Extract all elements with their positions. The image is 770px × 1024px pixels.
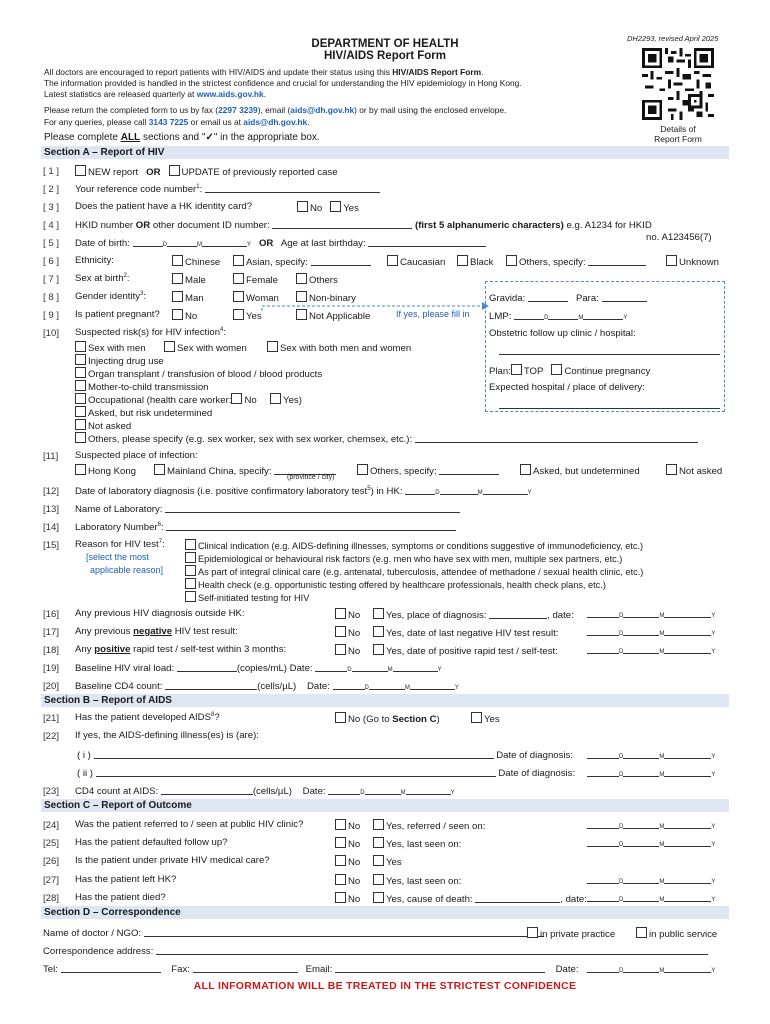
lab-diag-day[interactable] — [405, 485, 435, 495]
illness-2-field[interactable] — [96, 767, 496, 777]
public-service-checkbox[interactable]: in public service — [636, 927, 717, 940]
q7-label: Sex at birth$^2$: — [75, 273, 130, 285]
expected-hospital-field[interactable] — [499, 408, 720, 409]
department-title: DEPARTMENT OF HEALTH — [311, 38, 459, 50]
reference-code-field[interactable] — [205, 183, 380, 193]
section-c-title: Section C – Report of Outcome — [41, 799, 729, 812]
private-practice-checkbox[interactable]: in private practice — [527, 927, 615, 940]
complete-instructions: Please complete ALL sections and "✓" in the appropriate box. — [44, 132, 320, 143]
q4-number: [ 4 ] — [43, 220, 59, 231]
q26-label: Is the patient under private HIV medical care? — [75, 855, 270, 866]
q25-label: Has the patient defaulted follow up? — [75, 837, 228, 848]
lab-diag-year[interactable] — [483, 485, 528, 495]
q10-label: Suspected risk(s) for HIV infection$^4$: — [75, 327, 227, 339]
left-hk-date[interactable]: D M Y — [587, 874, 715, 886]
prev-diag-yes[interactable]: Yes, place of diagnosis: , date: — [373, 608, 574, 621]
q23-number: [23] — [43, 786, 60, 797]
q11-number: [11] — [43, 451, 59, 462]
lmp-year[interactable] — [583, 310, 623, 320]
q16-label: Any previous HIV diagnosis outside HK: — [75, 608, 245, 619]
plan-continue[interactable] — [551, 364, 562, 375]
q24-label: Was the patient referred to / seen at public HIV clinic? — [75, 819, 304, 830]
confidentiality-footer: ALL INFORMATION WILL BE TREATED IN THE STRICTEST CONFIDENCE — [193, 980, 577, 992]
sex-male[interactable]: Male — [172, 273, 206, 286]
q27-label: Has the patient left HK? — [75, 874, 177, 885]
province-hint: (province / city) — [287, 474, 335, 481]
hkid-no-checkbox[interactable] — [297, 201, 308, 212]
new-report-checkbox[interactable] — [75, 165, 86, 176]
dob-day[interactable] — [133, 237, 163, 247]
contact-row: Tel: Fax: Email: Date: — [43, 964, 579, 975]
gravida-field[interactable] — [528, 292, 568, 302]
section-b-title: Section B – Report of AIDS — [41, 694, 729, 707]
lmp-row: LMP: D M Y — [489, 311, 628, 322]
place-others[interactable]: Others, specify: — [357, 464, 499, 477]
reason-epidemiological[interactable]: Epidemiological or behavioural risk factors (e.g. men who have sex with men, multiple sex partners, etc.) — [185, 552, 622, 564]
lab-number-field[interactable] — [166, 521, 456, 531]
risk-sex-men[interactable]: Sex with men — [75, 341, 146, 354]
expected-hospital-label: Expected hospital / place of delivery: — [489, 382, 645, 393]
left-hk-no[interactable]: No — [335, 874, 360, 887]
obstetric-clinic-label: Obstetric follow up clinic / hospital: — [489, 328, 636, 339]
hkid-field[interactable] — [272, 219, 412, 229]
risk-not-asked[interactable]: Not asked — [75, 419, 131, 432]
q4-row: HKID number OR other document ID number: (first 5 alphanumeric characters) e.g. A1234 for HKID — [75, 220, 652, 231]
ethnicity-unknown[interactable]: Unknown — [666, 255, 719, 268]
query-email-link[interactable]: aids@dh.gov.hk — [243, 117, 308, 127]
doctor-row: Name of doctor / NGO: — [43, 927, 544, 939]
neg-test-date[interactable]: D M Y — [587, 626, 715, 638]
q15-hint-2: applicable reason] — [90, 565, 164, 575]
q19-row: Baseline HIV viral load: (copies/mL) Date: D M Y — [75, 663, 442, 674]
q21-label: Has the patient developed AIDS$^8$? — [75, 712, 220, 724]
pregnancy-arrow — [260, 300, 490, 312]
illness-1-row: ( i ) Date of diagnosis: — [77, 750, 573, 761]
ethnicity-chinese[interactable]: Chinese — [172, 255, 220, 268]
q18-label: Any positive rapid test / self-test within 3 months: — [75, 644, 287, 655]
died-no[interactable]: No — [335, 892, 360, 905]
q5-number: [ 5 ] — [43, 238, 59, 249]
aids-cd4-field[interactable] — [161, 785, 253, 795]
intro-line-2: The information provided is handled in the strictest confidence and crucial for understanding the HIV epidemiology in Hong Kong. — [44, 78, 522, 88]
ethnicity-asian[interactable]: Asian, specify: — [233, 255, 371, 268]
aids-no[interactable]: No (Go to Section C) — [335, 712, 440, 725]
sex-female[interactable]: Female — [233, 273, 278, 286]
q22-number: [22] — [43, 731, 60, 742]
q6-label: Ethnicity: — [75, 255, 114, 266]
q9-number: [ 9 ] — [43, 310, 59, 321]
referred-yes[interactable]: Yes, referred / seen on: — [373, 819, 485, 832]
q5-row: Date of birth: D M Y OR Age at last birthday: — [75, 237, 486, 249]
intro-line-1: All doctors are encouraged to report patients with HIV/AIDS and update their status using this HIV/AIDS Report Form. — [44, 67, 484, 77]
section-d-title: Section D – Correspondence — [41, 906, 729, 919]
q20-number: [20] — [43, 681, 60, 692]
lab-name-field[interactable] — [165, 503, 460, 513]
illness-2-row: ( ii ) Date of diagnosis: — [77, 768, 576, 779]
q12-row: Date of laboratory diagnosis (i.e. positive confirmatory laboratory test$^5$) in HK: D M Y — [75, 485, 532, 497]
q6-number: [ 6 ] — [43, 256, 59, 267]
q28-label: Has the patient died? — [75, 892, 166, 903]
query-instructions: For any queries, please call 3143 7225 or email us at aids@dh.gov.hk. — [44, 117, 310, 127]
plan-row: Plan: TOP Continue pregnancy — [489, 366, 651, 377]
q14-number: [14] — [43, 522, 60, 533]
referred-no[interactable]: No — [335, 819, 360, 832]
prev-diag-date[interactable]: D M Y — [587, 608, 715, 620]
pregnant-na[interactable]: Not Applicable — [296, 309, 370, 322]
q21-number: [21] — [43, 713, 60, 724]
gender-woman[interactable]: Woman — [233, 291, 279, 304]
died-yes[interactable]: Yes, cause of death: , date: — [373, 892, 587, 905]
neg-test-yes[interactable]: Yes, date of last negative HIV test result: — [373, 626, 558, 639]
reason-clinical-care[interactable]: As part of integral clinical care (e.g. antenatal, tuberculosis, attendee of methadone / sexual health clinic, etc.) — [185, 565, 643, 577]
form-title: HIV/AIDS Report Form — [323, 50, 447, 62]
q8-number: [ 8 ] — [43, 292, 59, 303]
illness-2-date[interactable]: D M Y — [587, 767, 715, 779]
email-link[interactable]: aids@dh.gov.hk — [290, 105, 355, 115]
aids-yes[interactable]: Yes — [471, 712, 500, 725]
q15-label: Reason for HIV test$^7$: — [75, 539, 165, 551]
lmp-month[interactable] — [548, 310, 578, 320]
aids-website-link[interactable]: www.aids.gov.hk — [196, 89, 264, 99]
address-row: Correspondence address: — [43, 945, 708, 957]
q2-row: Your reference code number$^1$: — [75, 183, 380, 195]
ethnicity-others[interactable]: Others, specify: — [506, 255, 646, 268]
sex-others[interactable]: Others — [296, 273, 338, 286]
illness-1-date[interactable]: D M Y — [587, 749, 715, 761]
qr-code[interactable] — [642, 48, 714, 120]
occupational-no[interactable] — [231, 393, 242, 404]
ethnicity-black[interactable]: Black — [457, 255, 493, 268]
q22-label: If yes, the AIDS-defining illness(es) is (are): — [75, 730, 259, 741]
q3-number: [ 3 ] — [43, 202, 59, 213]
q11-label: Suspected place of infection: — [75, 450, 198, 461]
illness-1-field[interactable] — [94, 749, 494, 759]
q27-number: [27] — [43, 875, 60, 886]
reason-self-initiated[interactable]: Self-initiated testing for HIV — [185, 591, 309, 603]
pregnancy-hint: If yes, please fill in — [396, 309, 470, 319]
risk-mother-to-child[interactable]: Mother-to-child transmission — [75, 380, 209, 393]
doctor-name-field[interactable] — [144, 927, 544, 937]
update-report-checkbox[interactable] — [169, 165, 180, 176]
risk-sex-women[interactable]: Sex with women — [164, 341, 247, 354]
para-field[interactable] — [602, 292, 647, 302]
address-field[interactable] — [156, 945, 708, 955]
q10-number: [10] — [43, 328, 60, 339]
q1-row: NEW report OR UPDATE of previously reported case — [75, 165, 338, 178]
q20-row: Baseline CD4 count: (cells/µL) Date: D M Y — [75, 681, 459, 692]
obstetric-clinic-field[interactable] — [499, 354, 720, 355]
risk-occupational[interactable]: Occupational (health care worker: No Yes) — [75, 393, 302, 406]
lmp-day[interactable] — [514, 310, 544, 320]
died-date[interactable]: D M Y — [587, 892, 715, 904]
dob-year[interactable] — [202, 237, 247, 247]
q19-number: [19] — [43, 663, 60, 674]
q13-row: Name of Laboratory: — [75, 503, 460, 515]
reason-health-check[interactable]: Health check (e.g. opportunistic testing offered by healthcare professionals, health check plans, etc.) — [185, 578, 606, 590]
place-not-asked[interactable]: Not asked — [666, 464, 722, 477]
q14-row: Laboratory Number$^6$: — [75, 521, 456, 533]
q12-number: [12] — [43, 486, 60, 497]
plan-top[interactable] — [511, 364, 522, 375]
defaulted-date[interactable]: D M Y — [587, 837, 715, 849]
q25-number: [25] — [43, 838, 60, 849]
left-hk-yes[interactable]: Yes, last seen on: — [373, 874, 461, 887]
risk-sex-both[interactable]: Sex with both men and women — [267, 341, 411, 354]
pos-rapid-date[interactable]: D M Y — [587, 644, 715, 656]
q7-number: [ 7 ] — [43, 274, 59, 285]
pregnant-no[interactable]: No — [172, 309, 197, 322]
q16-number: [16] — [43, 609, 60, 620]
hkid-yes-checkbox[interactable] — [330, 201, 341, 212]
q13-number: [13] — [43, 504, 60, 515]
ethnicity-caucasian[interactable]: Caucasian — [387, 255, 445, 268]
private-care-yes[interactable]: Yes — [373, 855, 402, 868]
age-field[interactable] — [368, 237, 486, 247]
form-code: DH2293, revised April 2025 — [627, 34, 719, 43]
risk-organ-transplant[interactable]: Organ transplant / transfusion of blood / blood products — [75, 367, 322, 380]
pos-rapid-no[interactable]: No — [335, 644, 360, 657]
pregnant-yes[interactable]: Yes — [233, 309, 262, 322]
viral-load-field[interactable] — [177, 662, 237, 672]
gender-non-binary[interactable]: Non-binary — [296, 291, 356, 304]
q23-row: CD4 count at AIDS: (cells/µL) Date: D M Y — [75, 786, 455, 797]
place-hong-kong[interactable]: Hong Kong — [75, 464, 136, 477]
defaulted-no[interactable]: No — [335, 837, 360, 850]
risk-injecting-drug[interactable]: Injecting drug use — [75, 354, 164, 367]
q3-label: Does the patient have a HK identity card? — [75, 201, 253, 212]
risk-undetermined[interactable]: Asked, but risk undetermined — [75, 406, 212, 419]
section-a-title: Section A – Report of HIV — [41, 146, 729, 159]
q18-number: [18] — [43, 645, 60, 656]
q15-hint-1: [select the most — [86, 552, 150, 562]
neg-test-no[interactable]: No — [335, 626, 360, 639]
intro-line-3: Latest statistics are released quarterly at www.aids.gov.hk. — [44, 89, 267, 99]
q26-number: [26] — [43, 856, 60, 867]
q9-label: Is patient pregnant? — [75, 309, 160, 320]
gravida-para: Gravida: Para: — [489, 292, 647, 304]
qr-caption: Details of Report Form — [654, 124, 702, 144]
defaulted-yes[interactable]: Yes, last seen on: — [373, 837, 461, 850]
email-field[interactable] — [335, 963, 545, 973]
tel-field[interactable] — [61, 963, 161, 973]
private-care-no[interactable]: No — [335, 855, 360, 868]
q2-number: [ 2 ] — [43, 184, 59, 195]
gender-man[interactable]: Man — [172, 291, 204, 304]
q24-number: [24] — [43, 820, 60, 831]
cd4-field[interactable] — [165, 680, 257, 690]
dob-month[interactable] — [167, 237, 197, 247]
place-undetermined[interactable]: Asked, but undetermined — [520, 464, 640, 477]
lab-diag-month[interactable] — [440, 485, 478, 495]
reason-clinical[interactable]: Clinical indication (e.g. AIDS-defining illnesses, symptoms or conditions suggestive of immunodeficiency, etc.) — [185, 539, 643, 551]
q28-number: [28] — [43, 893, 60, 904]
prev-diag-no[interactable]: No — [335, 608, 360, 621]
place-mainland[interactable]: Mainland China, specify: — [154, 464, 336, 477]
q15-number: [15] — [43, 540, 60, 551]
occupational-yes[interactable] — [270, 393, 281, 404]
q1-number: [ 1 ] — [43, 166, 59, 177]
pos-rapid-yes[interactable]: Yes, date of positive rapid test / self-test: — [373, 644, 558, 657]
q17-number: [17] — [43, 627, 60, 638]
q8-label: Gender identity$^3$: — [75, 291, 147, 303]
fax-field[interactable] — [193, 963, 298, 973]
risk-others[interactable]: Others, please specify (e.g. sex worker, sex with sex worker, chemsex, etc.): — [75, 432, 698, 445]
referred-date[interactable]: D M Y — [587, 819, 715, 831]
q17-label: Any previous negative HIV test result: — [75, 626, 238, 637]
return-instructions: Please return the completed form to us by fax (2297 3239), email (aids@dh.gov.hk) or by mail using the enclosed envelope. — [44, 105, 507, 115]
q3-options: No Yes — [297, 201, 359, 214]
correspondence-date[interactable]: D M Y — [587, 963, 715, 975]
q4-example-cont: no. A123456(7) — [646, 232, 712, 243]
